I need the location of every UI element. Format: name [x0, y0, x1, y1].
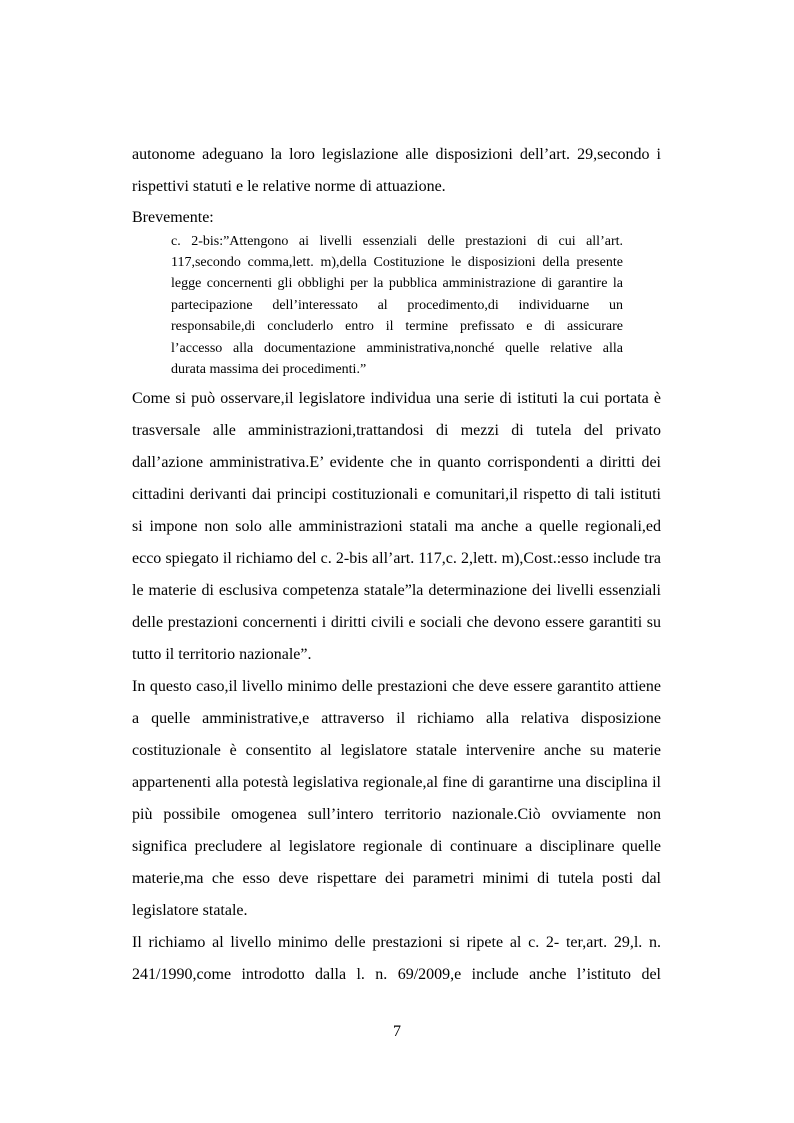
text-line: legislatore statale.: [132, 902, 248, 919]
text-line: dall’azione amministrativa.E’ evidente che in quanto corrispondenti a diritti dei: [132, 454, 661, 471]
text-line: cittadini derivanti dai principi costituzionali e comunitari,il rispetto di tali istituti: [132, 486, 661, 503]
text-line: tutto il territorio nazionale”.: [132, 646, 312, 663]
text-line: 241/1990,come introdotto dalla l. n. 69/2009,e include anche l’istituto del: [132, 966, 661, 983]
quote-line: 117,secondo comma,lett. m),della Costituzione le disposizioni della presente: [171, 255, 623, 270]
quote-line: responsabile,di concluderlo entro il termine prefissato e di assicurare: [171, 319, 623, 334]
page-number: 7: [393, 1023, 401, 1040]
quote-line: legge concernenti gli obblighi per la pubblica amministrazione di garantire la: [171, 276, 623, 291]
text-line: si impone non solo alle amministrazioni statali ma anche a quelle regionali,ed: [132, 518, 661, 535]
quote-line: c. 2-bis:”Attengono ai livelli essenziali delle prestazioni di cui all’art.: [171, 234, 623, 249]
text-line: a quelle amministrative,e attraverso il richiamo alla relativa disposizione: [132, 710, 661, 727]
text-line: significa precludere al legislatore regionale di continuare a disciplinare quelle: [132, 838, 661, 855]
text-line: appartenenti alla potestà legislativa regionale,al fine di garantirne una disciplina il: [132, 774, 661, 791]
text-line: autonome adeguano la loro legislazione alle disposizioni dell’art. 29,secondo i: [132, 146, 661, 163]
quote-line: l’accesso alla documentazione amministrativa,nonché quelle relative alla: [171, 341, 623, 356]
text-line: materie,ma che esso deve rispettare dei parametri minimi di tutela posti dal: [132, 870, 661, 887]
text-line: costituzionale è consentito al legislatore statale intervenire anche su materie: [132, 742, 661, 759]
text-line: In questo caso,il livello minimo delle prestazioni che deve essere garantito attiene: [132, 678, 661, 695]
text-line: le materie di esclusiva competenza statale”la determinazione dei livelli essenziali: [132, 582, 661, 599]
text-line: delle prestazioni concernenti i diritti civili e sociali che devono essere garantiti su: [132, 614, 661, 631]
quote-line: durata massima dei procedimenti.”: [171, 362, 367, 377]
text-line: più possibile omogenea sull’intero territorio nazionale.Ciò ovviamente non: [132, 806, 661, 823]
brevemente-label: Brevemente:: [132, 209, 214, 226]
text-line: trasversale alle amministrazioni,trattandosi di mezzi di tutela del privato: [132, 422, 661, 439]
text-line: Come si può osservare,il legislatore individua una serie di istituti la cui portata è: [132, 390, 661, 407]
text-line: ecco spiegato il richiamo del c. 2-bis all’art. 117,c. 2,lett. m),Cost.:esso include tra: [132, 550, 661, 567]
quote-line: partecipazione dell’interessato al procedimento,di individuarne un: [171, 298, 623, 313]
text-line: Il richiamo al livello minimo delle prestazioni si ripete al c. 2- ter,art. 29,l. n.: [132, 934, 661, 951]
text-line: rispettivi statuti e le relative norme di attuazione.: [132, 178, 446, 195]
